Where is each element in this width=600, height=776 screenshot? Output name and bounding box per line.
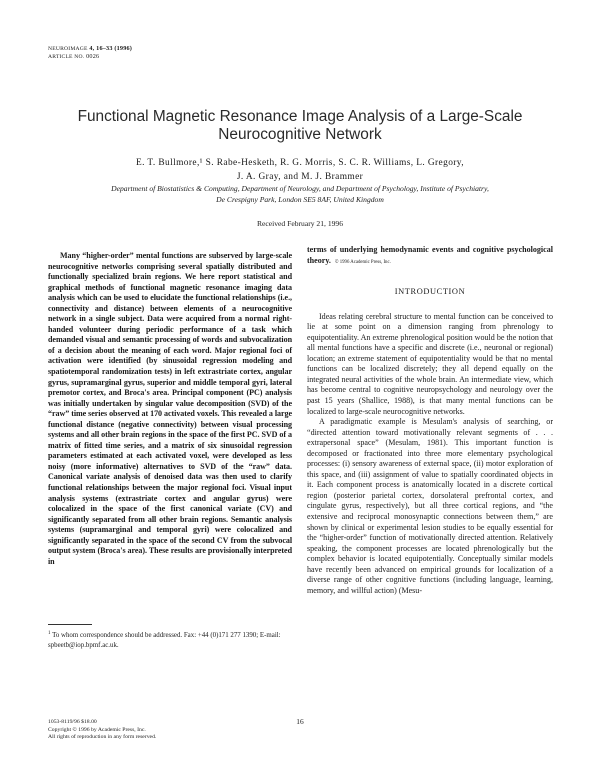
affiliation-line-1: Department of Biostatistics & Computing, Department of Neurology, and Department of Psychology, Institute of Psychiatry, <box>111 184 489 193</box>
affiliation-line-2: De Crespigny Park, London SE5 8AF, United Kingdom <box>216 194 384 204</box>
copyright-line: Copyright © 1996 by Academic Press, Inc. <box>48 726 146 733</box>
abstract-text: Many “higher-order” mental functions are subserved by large-scale neurocognitive networks comprising several spatially distributed and functionally specialized brain regions. We here report statistical and graphical methods of functional magnetic resonance imaging data analysis which can be used to elucidate the functional relationships (i.e., connectivity and distance) between elements of a neurocognitive network in a single subject. Data were acquired from a normal right-handed volunteer during periodic performance of a task which demanded visual and semantic processing of words and subvocalization of a decision about the meaning of each word. Major regional foci of activation were identified (by sinusoidal regression modeling and spatiotemporal randomization tests) in left extrastriate cortex, angular gyrus, supramarginal gyrus, superior and middle temporal gyri, lateral premotor cortex, and Broca's area. Principal component (PC) analysis was initially undertaken by singular value decomposition (SVD) of the “raw” time series observed at 170 activated voxels. This revealed a large functional distance (negative connectivity) between visual processing systems and all other brain regions in the space of the first PC. SVD of a matrix of fitted time series, and a matrix of six sinusoidal regression parameters estimated at each activated voxel, were developed as less noisy (more informative) alternatives to SVD of the “raw” data. Canonical variate analysis of denoised data was then used to clarify functional relationships between the major regional foci. Visual input analysis systems (extrastriate cortex and angular gyrus) were colocalized in the space of the first canonical variate (CV) and significantly separated from all other brain regions. Semantic analysis systems (supramarginal and temporal gyri) were colocalized and significantly separated in the space of the second CV from the subvocal output system (Broca's area). These results are provisionally interpreted in <box>48 251 292 566</box>
intro-paragraph-1: Ideas relating cerebral structure to mental function can be conceived to lie at some point on a dimension ranging from phrenology to equipotentiality. An extreme phrenological position would be the notion that all mental functions have a specific and discrete (i.e., neuronal or regional) location; an extreme statement of equipotentiality would be that no mental functions can be localized discretely; they all depend equally on the integrated neural activities of the whole brain. An intermediate view, which has become central to cognitive neuropsychology and neurology over the past 15 years (Shallice, 1988), is that many mental functions can be localized to large-scale neurocognitive networks. <box>307 311 553 416</box>
publisher-info <box>48 719 156 742</box>
article-number-value: 0026 <box>86 53 100 61</box>
right-column <box>307 245 553 596</box>
copyright-note: © 1996 Academic Press, Inc. <box>334 259 391 265</box>
abstract-column <box>48 251 292 567</box>
author-line-2: J. A. Gray, and M. J. Brammer <box>236 171 364 182</box>
page-number: 16 <box>296 717 304 726</box>
rights-line: All rights of reproduction in any form reserved. <box>48 734 157 740</box>
journal-volume: 4, 16–33 (1996) <box>89 45 133 52</box>
footnote-divider <box>48 624 92 625</box>
author-list <box>48 157 552 184</box>
paper-title: Functional Magnetic Resonance Image Analysis of a Large-Scale Neurocognitive Network <box>77 108 523 143</box>
footnote-text: To whom correspondence should be addressed. Fax: +44 (0)171 277 1390; E-mail: spbeetb@iop.bpmf.ac.uk. <box>48 632 281 649</box>
section-heading-introduction: INTRODUCTION <box>394 287 466 297</box>
footnote-mark: 1 <box>48 631 51 636</box>
author-line-1: E. T. Bullmore,¹ S. Rabe-Hesketh, R. G. Morris, S. C. R. Williams, L. Gregory, <box>135 158 465 168</box>
journal-citation <box>48 45 132 53</box>
article-number <box>48 53 132 61</box>
received-date: Received February 21, 1996 <box>256 219 344 228</box>
affiliation <box>48 184 552 205</box>
issn-price: 1053-8119/96 $18.00 <box>48 719 97 725</box>
intro-paragraph-2: A paradigmatic example is Mesulam's analysis of searching, or “directed attention toward motivationally relevant segments of . . . extrapersonal space” (Mesulam, 1981). This important function is decomposed or fractionated into three more elementary psychological processes: (i) sensory awareness of external space, (ii) motor exploration of this space, and (iii) assignment of value to spatially coordinated objects in it. Each component process is anatomically located in a discrete cortical region (posterior parietal cortex, dorsolateral prefrontal cortex, and cingulate gyrus, respectively), but all three cortical regions, and “the extensive and reciprocal monosynaptic connections between them,” are shown by clinical or experimental lesion studies to be equally essential for the “higher-order” function of motivationally directed attention. Relatively speaking, the component processes are located phrenologically but the complex behavior is located equipotentially. Conceptually similar models have recently been advanced on empirical grounds for localization of a diverse range of other cognitive functions (including language, learning, memory, and willful action) (Mesu- <box>307 417 553 595</box>
journal-name: NEUROIMAGE <box>48 46 88 52</box>
article-label: ARTICLE NO. <box>48 54 85 61</box>
footnote <box>48 629 292 650</box>
journal-header <box>48 45 132 62</box>
abstract-tail-text: terms of underlying hemodynamic events and cognitive psychological theory. <box>307 245 553 265</box>
abstract-continuation <box>307 245 553 268</box>
